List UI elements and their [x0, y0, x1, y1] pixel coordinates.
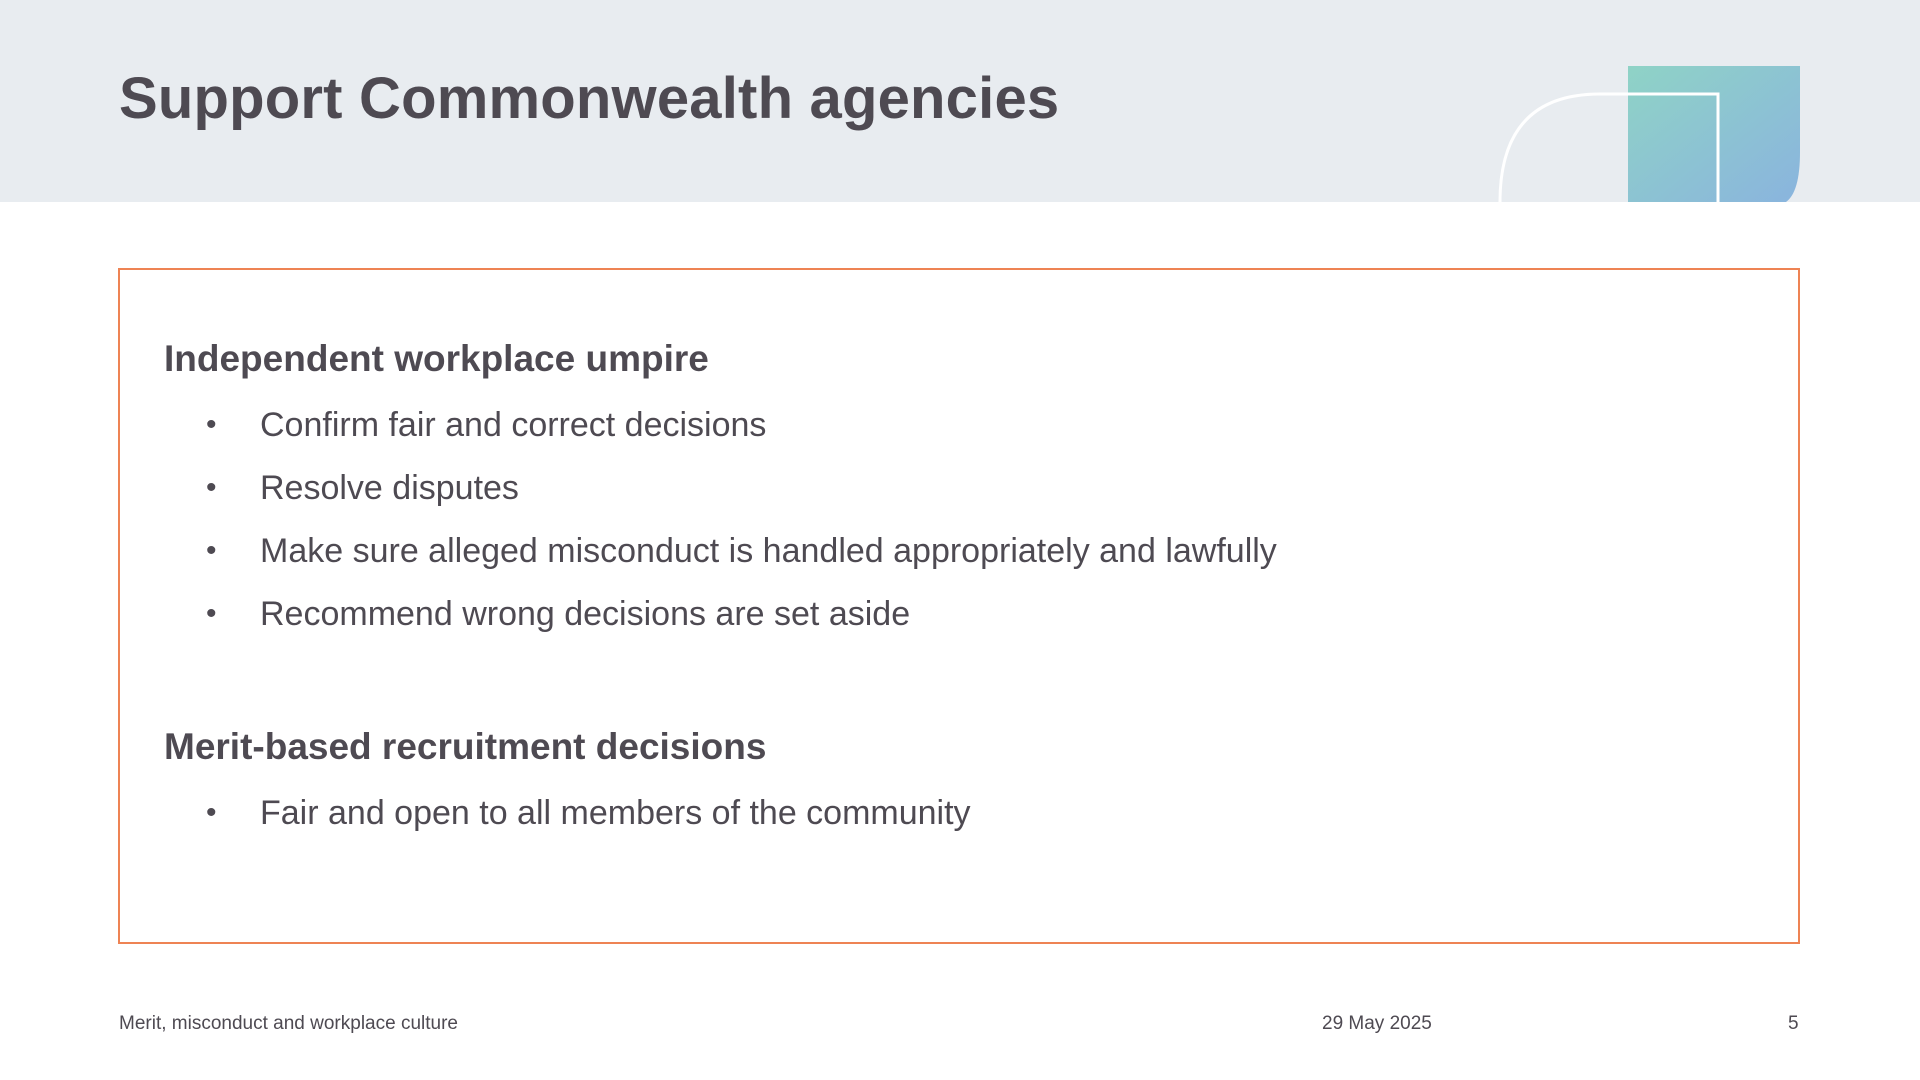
header-band	[0, 0, 1920, 202]
list-item-text: Recommend wrong decisions are set aside	[260, 595, 911, 633]
bullet-icon: •	[206, 408, 217, 441]
list-item-text: Confirm fair and correct decisions	[260, 406, 767, 444]
section-heading-workplace-umpire: Independent workplace umpire	[164, 338, 709, 379]
list-item	[164, 528, 1277, 591]
section-heading-merit-recruitment: Merit-based recruitment decisions	[164, 726, 767, 767]
slide-title: Support Commonwealth agencies	[119, 66, 1060, 131]
bullet-icon: •	[206, 471, 217, 504]
decorative-shape-graphic	[1490, 60, 1810, 202]
footer-page-number: 5	[1788, 1013, 1799, 1034]
bullet-icon: •	[206, 796, 217, 829]
list-item	[164, 790, 971, 853]
list-item-text: Make sure alleged misconduct is handled appropriately and lawfully	[260, 532, 1277, 570]
list-item	[164, 465, 1277, 528]
list-item	[164, 591, 1277, 654]
gradient-tab-shape	[1628, 66, 1800, 202]
merit-recruitment-list	[164, 790, 971, 853]
content-box	[118, 268, 1800, 944]
list-item-text: Resolve disputes	[260, 469, 519, 507]
bullet-icon: •	[206, 534, 217, 567]
list-item	[164, 402, 1277, 465]
footer-presentation-title: Merit, misconduct and workplace culture	[119, 1013, 458, 1034]
bullet-icon: •	[206, 597, 217, 630]
footer-date: 29 May 2025	[1322, 1013, 1432, 1034]
workplace-umpire-list	[164, 402, 1277, 654]
list-item-text: Fair and open to all members of the community	[260, 794, 971, 832]
